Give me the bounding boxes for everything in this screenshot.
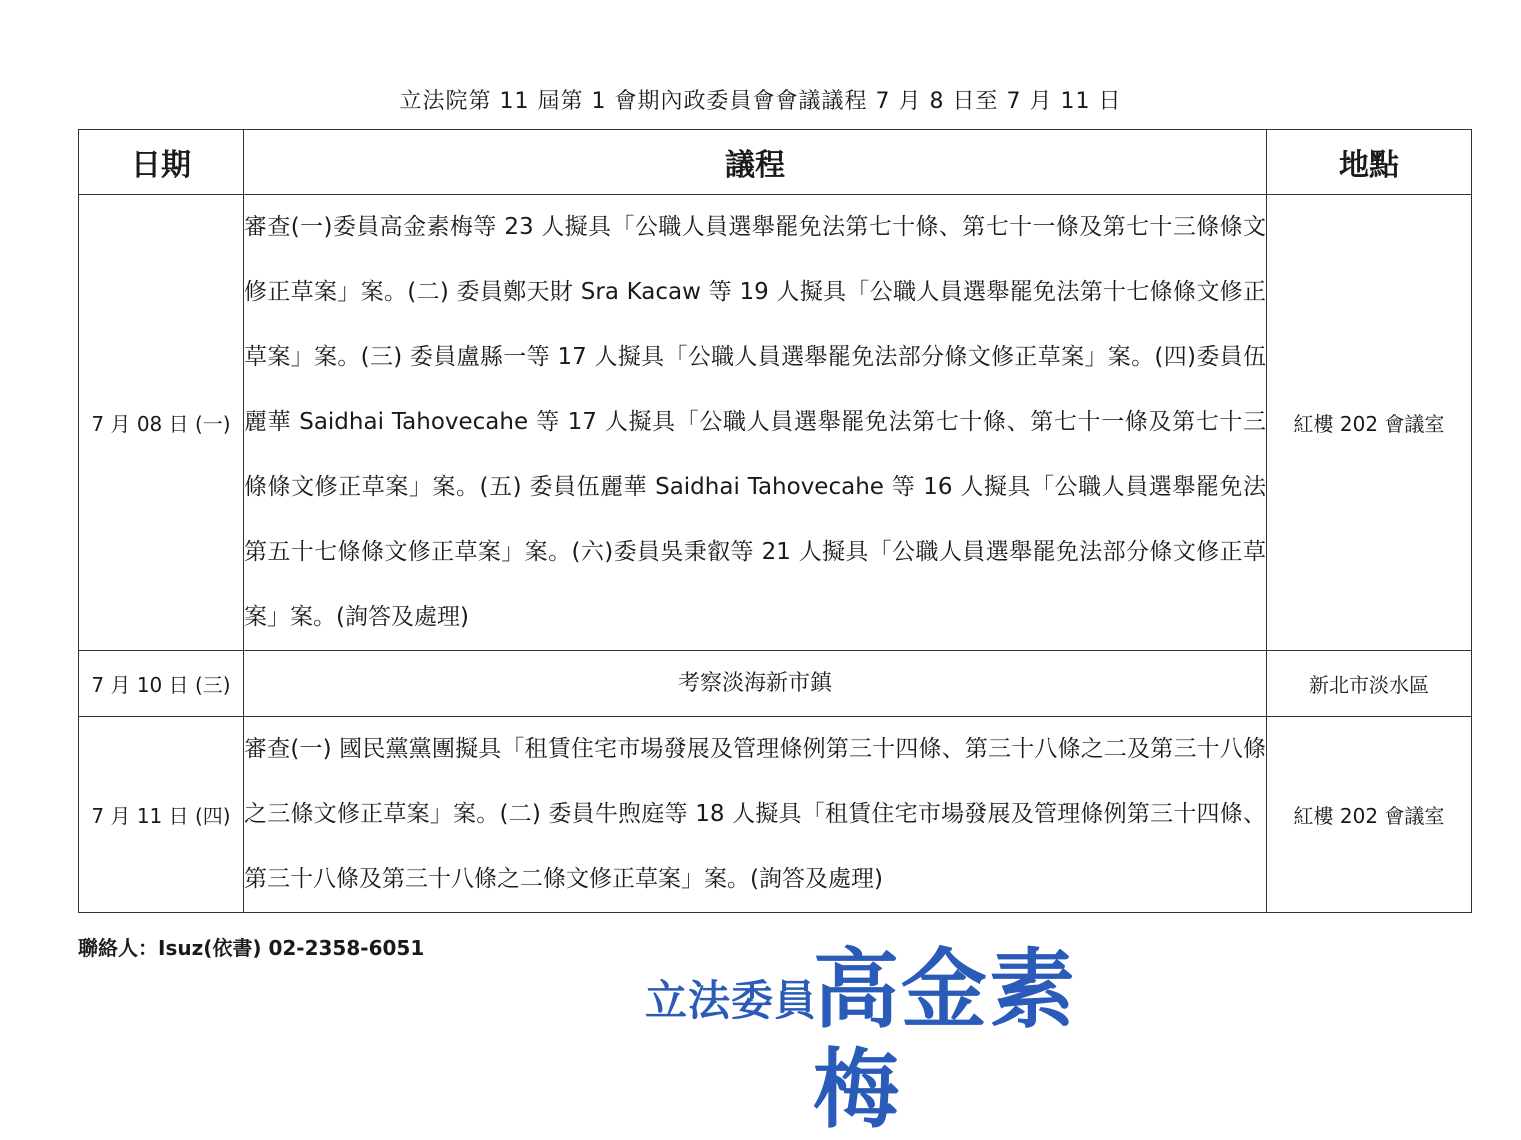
contact-info: 聯絡人：Isuz(依書) 02-2358-6051 [78,936,425,960]
header-agenda: 議程 [244,130,1267,195]
date-cell: 7 月 10 日 (三) [79,651,244,717]
agenda-table [78,129,1472,913]
table-header-row [79,130,1472,195]
location-cell: 紅樓 202 會議室 [1267,195,1472,651]
agenda-cell: 審查(一) 國民黨黨團擬具「租賃住宅市場發展及管理條例第三十四條、第三十八條之二及第三十八條之三條文修正草案」案。(二) 委員牛煦庭等 18 人擬具「租賃住宅市場發展及管理條例第三十四條、第三十八條及第三十八條之二條文修正草案」案。(詢答及處理) [244,717,1267,913]
header-location: 地點 [1267,130,1472,195]
agenda-cell: 審查(一)委員高金素梅等 23 人擬具「公職人員選舉罷免法第七十條、第七十一條及第七十三條條文修正草案」案。(二) 委員鄭天財 Sra Kacaw 等 19 人擬具「公職人員選舉罷免法第十七條條文修正草案」案。(三) 委員盧縣一等 17 人擬具「公職人員選舉罷免法部分條文修正草案」案。(四)委員伍麗華 Saidhai Tahovecahe 等 17 人擬具「公職人員選舉罷免法第七十條、第七十一條及第七十三條條文修正草案」案。(五) 委員伍麗華 Saidhai Tahovecahe 等 16 人擬具「公職人員選舉罷免法第五十七條條文修正草案」案。(六)委員吳秉叡等 21 人擬具「公職人員選舉罷免法部分條文修正草案」案。(詢答及處理) [244,195,1267,651]
table-row [79,651,1472,717]
date-cell: 7 月 08 日 (一) [79,195,244,651]
location-cell: 新北市淡水區 [1267,651,1472,717]
signature-stamp [645,939,1145,1140]
table-row [79,195,1472,651]
date-cell: 7 月 11 日 (四) [79,717,244,913]
agenda-cell: 考察淡海新市鎮 [244,651,1267,717]
page-title: 立法院第 11 屆第 1 會期內政委員會會議議程 7 月 8 日至 7 月 11 日 [399,89,1122,114]
header-date: 日期 [79,130,244,195]
table-row [79,717,1472,913]
signature-name: 高金素梅 [813,939,1077,1140]
signature-title: 立法委員 [645,976,818,1025]
location-cell: 紅樓 202 會議室 [1267,717,1472,913]
